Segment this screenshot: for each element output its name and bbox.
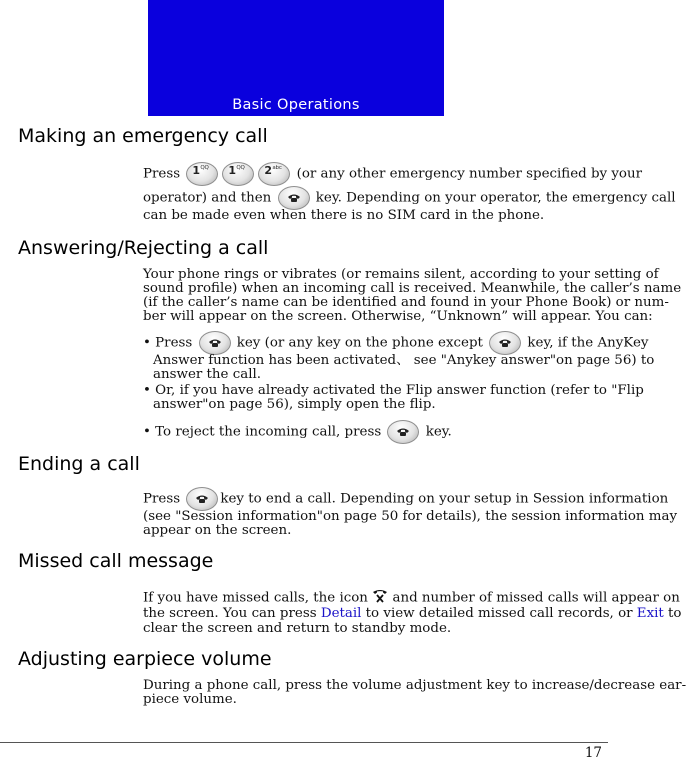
key-1-icon: 1 QQ bbox=[222, 162, 254, 186]
answer-bullet-2-line-1: • Or, if you have already activated the Flip answer function (refer to "Flip bbox=[143, 383, 644, 398]
answering-line-2: sound profile) when an incoming call is received. Meanwhile, the caller’s name bbox=[143, 281, 682, 296]
emergency-line-1: Press 1 QQ 1 QQ 2 abc (or any other emergency number specified by your bbox=[143, 162, 605, 186]
phone-icon bbox=[186, 487, 218, 511]
phone-icon bbox=[199, 331, 231, 355]
heading-earpiece-volume: Adjusting earpiece volume bbox=[18, 648, 272, 670]
emergency-line-2: operator) and then key. Depending on your operator, the emergency call bbox=[143, 186, 605, 210]
key-2-icon: 2 abc bbox=[258, 162, 290, 186]
footer-divider bbox=[0, 742, 608, 743]
answer-bullet-1-line-1: • Press key (or any key on the phone except key, if the AnyKey bbox=[143, 331, 648, 355]
answering-line-1: Your phone rings or vibrates (or remains silent, according to your setting of bbox=[143, 267, 659, 282]
answer-bullet-1-line-2: Answer function has been activated、 see "Anykey answer"on page 56) to bbox=[153, 353, 655, 368]
answer-bullet-1-line-3: answer the call. bbox=[153, 367, 262, 382]
phone-icon bbox=[387, 420, 419, 444]
page-number: 17 bbox=[584, 745, 602, 761]
answering-line-3: (if the caller’s name can be identified and found in your Phone Book) or num- bbox=[143, 295, 669, 310]
volume-line-1: During a phone call, press the volume adjustment key to increase/decrease ear- bbox=[143, 678, 686, 693]
answering-line-4: ber will appear on the screen. Otherwise, “Unknown” will appear. You can: bbox=[143, 309, 653, 324]
heading-ending-call: Ending a call bbox=[18, 453, 140, 475]
ending-line-2: (see "Session information"on page 50 for details), the session information may bbox=[143, 509, 678, 524]
volume-line-2: piece volume. bbox=[143, 692, 237, 707]
key-1-icon: 1 QQ bbox=[186, 162, 218, 186]
heading-missed-call: Missed call message bbox=[18, 550, 214, 572]
missed-line-2: the screen. You can press Detail to view detailed missed call records, or Exit to bbox=[143, 606, 682, 621]
answer-bullet-2-line-2: answer"on page 56), simply open the flip. bbox=[153, 397, 436, 412]
chapter-banner bbox=[148, 0, 444, 116]
heading-answering-call: Answering/Rejecting a call bbox=[18, 237, 269, 259]
chapter-title: Basic Operations bbox=[232, 97, 360, 113]
detail-softkey-label: Detail bbox=[320, 606, 362, 621]
missed-line-1: If you have missed calls, the icon and number of missed calls will appear on bbox=[143, 588, 605, 608]
ending-line-1: Press key to end a call. Depending on your setup in Session information bbox=[143, 487, 605, 511]
answer-bullet-3: • To reject the incoming call, press key. bbox=[143, 420, 452, 444]
ending-line-3: appear on the screen. bbox=[143, 523, 292, 538]
missed-line-3: clear the screen and return to standby mode. bbox=[143, 621, 452, 636]
phone-icon bbox=[489, 331, 521, 355]
phone-icon bbox=[278, 186, 310, 210]
heading-emergency-call: Making an emergency call bbox=[18, 125, 268, 147]
emergency-line-3: can be made even when there is no SIM card in the phone. bbox=[143, 208, 545, 223]
exit-softkey-label: Exit bbox=[636, 606, 664, 621]
